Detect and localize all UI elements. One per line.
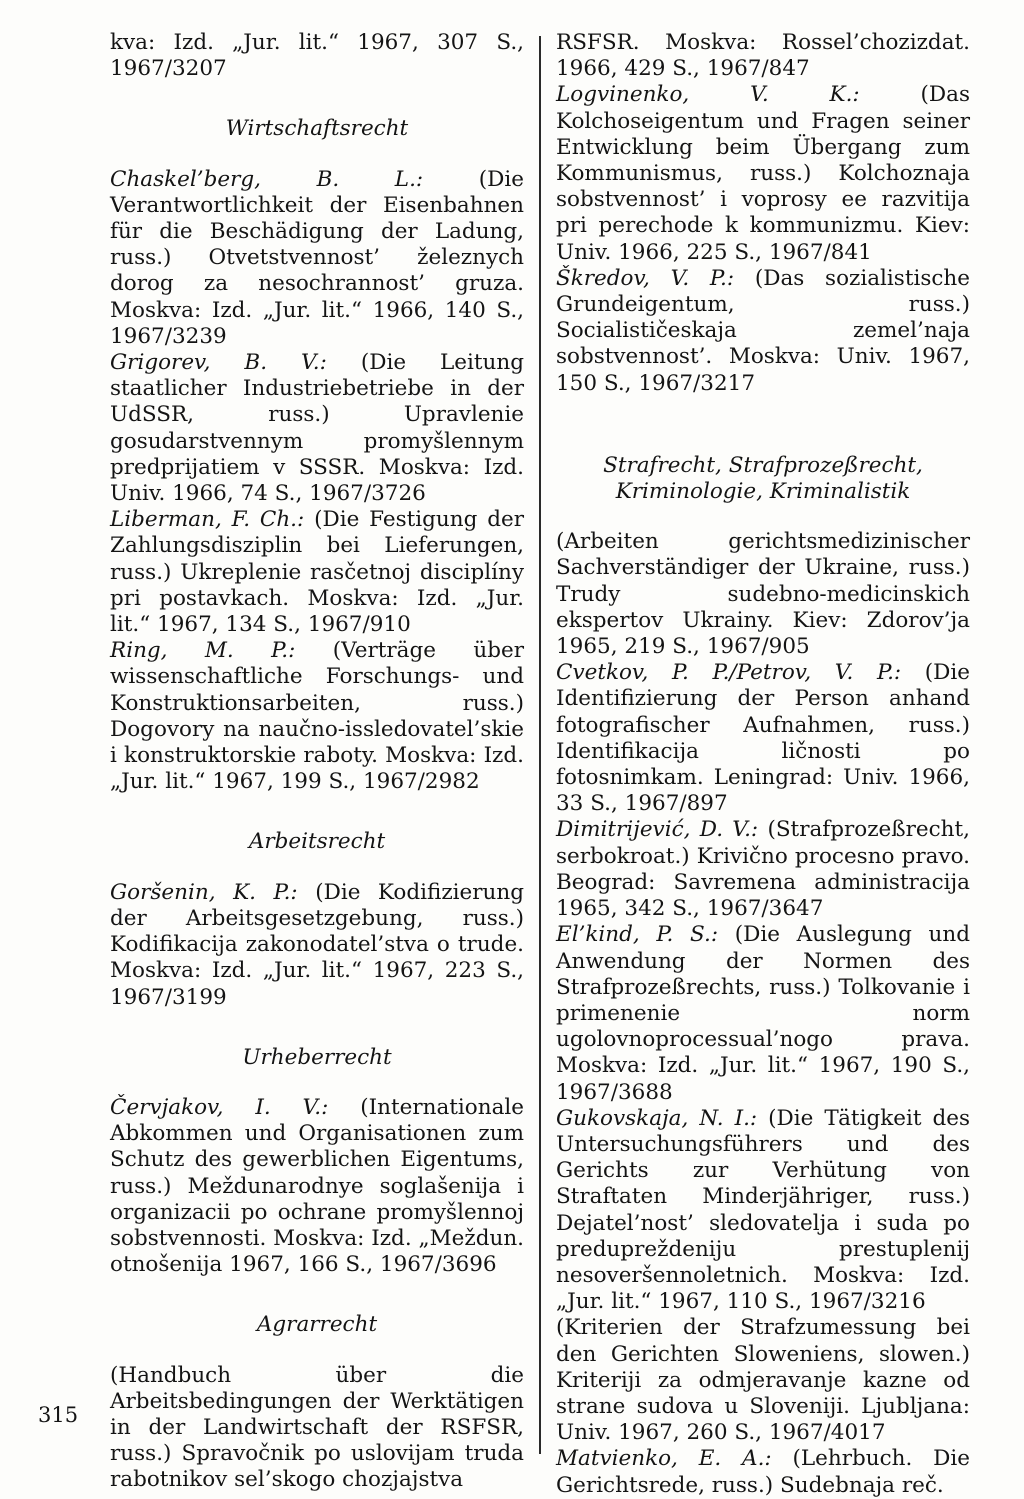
entry-text: (Das Kolchoseigentum und Fragen seiner Entwicklung beim Übergang zum Kommunismus, russ.) Kolchoznaja sobstvennost’ i voprosy ee razvitija pri perechode k kommunizmu. Kiev: Univ. 1966, 225 S., 1967/841 — [556, 82, 970, 265]
entry-author: Červjakov, I. V.: — [110, 1094, 329, 1120]
entry-author: Gukovskaja, N. I.: — [556, 1105, 758, 1131]
entry-text: (Die Festigung der Zahlungsdisziplin bei Lieferungen, russ.) Ukreplenie rasčetnoj disciplíny pri postavkach. Moskva: Izd. „Jur. lit.“ 1967, 134 S., 1967/910 — [110, 507, 524, 638]
entry-text: (Verträge über wissenschaftliche Forschungs- und Konstruktionsarbeiten, russ.) Dogovory na naučno-issledovatel’skie i konstruktorskie raboty. Moskva: Izd. „Jur. lit.“ 1967, 199 S., 1967/2982 — [110, 638, 524, 795]
bib-entry — [110, 1363, 524, 1494]
entry-author: Ring, M. P.: — [110, 638, 296, 664]
entry-author: Matvienko, E. A.: — [556, 1446, 772, 1472]
left-opening-text: kva: Izd. „Jur. lit.“ 1967, 307 S., 1967/3207 — [110, 30, 524, 82]
entry-text: (Die Tätigkeit des Untersuchungsführers und des Gerichts zur Verhütung von Straftaten Minderjähriger, russ.) Dejatel’nost’ sledovatelja i suda po predupreždeniju prestuplenij nesoveršennoletnich. Moskva: Izd. „Jur. lit.“ 1967, 110 S., 1967/3216 — [556, 1105, 970, 1315]
bib-entry — [110, 880, 524, 1011]
entry-author: Logvinenko, V. K.: — [556, 82, 860, 108]
section-heading-wirtschaftsrecht: Wirtschaftsrecht — [225, 116, 409, 142]
bib-entry — [110, 1095, 524, 1278]
section-heading-strafrecht: Strafrecht, Strafprozeßrecht, Kriminologie, Kriminalistik — [603, 452, 923, 505]
entry-text: (Handbuch über die Arbeitsbedingungen der Werktätigen in der Landwirtschaft der RSFSR, russ.) Spravočnik po uslovijam truda rabotnikov sel’skogo chozjajstva — [110, 1362, 524, 1493]
entry-text: (Die Leitung staatlicher Industriebetriebe in der UdSSR, russ.) Upravlenie gosudarstvennym promyšlennym predprijatiem v SSSR. Moskva: Izd. Univ. 1966, 74 S., 1967/3726 — [110, 350, 524, 507]
left-column — [110, 30, 524, 1494]
bib-entry — [556, 266, 970, 397]
bib-entry — [556, 1446, 970, 1498]
section-heading-agrarrecht: Agrarrecht — [256, 1312, 378, 1338]
bib-entry — [556, 82, 970, 265]
entry-author: Liberman, F. Ch.: — [110, 507, 305, 533]
entry-text: (Kriterien der Strafzumessung bei den Gerichten Sloweniens, slowen.) Kriteriji za odmjeravanje kazne od strane sudova u Sloveniji. Ljubljana: Univ. 1967, 260 S., 1967/4017 — [556, 1315, 970, 1446]
bib-entry — [556, 660, 970, 817]
section-heading-arbeitsrecht: Arbeitsrecht — [248, 829, 386, 855]
bib-entry — [556, 817, 970, 922]
entry-author: Dimitrijević, D. V.: — [556, 817, 759, 843]
page-number: 315 — [38, 1403, 79, 1427]
bib-entry — [110, 638, 524, 795]
column-divider — [539, 36, 541, 1454]
entry-text: (Die Verantwortlichkeit der Eisenbahnen für die Beschädigung der Ladung, russ.) Otvetstvennost’ železnych dorog za nesochrannost’ gruza. Moskva: Izd. „Jur. lit.“ 1966, 140 S., 1967/3239 — [110, 166, 524, 349]
right-opening-text: RSFSR. Moskva: Rossel’chozizdat. 1966, 429 S., 1967/847 — [556, 30, 970, 82]
bib-entry — [110, 167, 524, 350]
bib-entry — [556, 529, 970, 660]
entry-author: Chaskel’berg, B. L.: — [110, 166, 424, 192]
entry-text: (Strafprozeßrecht, serbokroat.) Krivično procesno pravo. Beograd: Savremena administracija 1965, 342 S., 1967/3647 — [556, 817, 971, 922]
right-column — [556, 30, 970, 1499]
entry-text: (Lehrbuch. Die Gerichtsrede, russ.) Sudebnaja reč. — [556, 1446, 970, 1498]
bib-entry — [110, 350, 524, 507]
entry-text: (Arbeiten gerichtsmedizinischer Sachverständiger der Ukraine, russ.) Trudy sudebno-medicinskich ekspertov Ukrainy. Kiev: Zdorov’ja 1965, 219 S., 1967/905 — [556, 529, 970, 660]
entry-author: Cvetkov, P. P./Petrov, V. P.: — [556, 660, 902, 686]
bib-entry — [556, 1106, 970, 1316]
entry-author: Škredov, V. P.: — [556, 265, 735, 291]
bib-entry — [556, 1315, 970, 1446]
entry-text: (Die Auslegung und Anwendung der Normen des Strafprozeßrechts, russ.) Tolkovanie i primenenie norm ugolovnoprocessual’nogo prava. Moskva: Izd. „Jur. lit.“ 1967, 190 S., 1967/3688 — [556, 922, 970, 1105]
entry-author: Grigorev, B. V.: — [110, 350, 327, 376]
section-heading-urheberrecht: Urheberrecht — [242, 1044, 392, 1070]
entry-text: (Das sozialistische Grundeigentum, russ.) Socialističeskaja zemel’naja sobstvennost’. Moskva: Univ. 1967, 150 S., 1967/3217 — [556, 265, 970, 396]
entry-text: (Die Kodifizierung der Arbeitsgesetzgebung, russ.) Kodifikacija zakonodatel’stva o trude. Moskva: Izd. „Jur. lit.“ 1967, 223 S., 1967/3199 — [110, 879, 524, 1010]
bib-entry — [110, 507, 524, 638]
bib-entry — [556, 922, 970, 1105]
entry-text: (Die Identifizierung der Person anhand fotografischer Aufnahmen, russ.) Identifikacija ličnosti po fotosnimkam. Leningrad: Univ. 1966, 33 S., 1967/897 — [556, 660, 970, 817]
entry-text: (Internationale Abkommen und Organisationen zum Schutz des gewerblichen Eigentums, russ.) Meždunarodnye soglašenija i organizacii po ochrane promyšlennoj sobstvennosti. Moskva: Izd. „Meždun. otnošenija 1967, 166 S., 1967/3696 — [110, 1094, 524, 1278]
entry-author: El’kind, P. S.: — [556, 922, 719, 948]
entry-author: Goršenin, K. P.: — [110, 879, 298, 905]
